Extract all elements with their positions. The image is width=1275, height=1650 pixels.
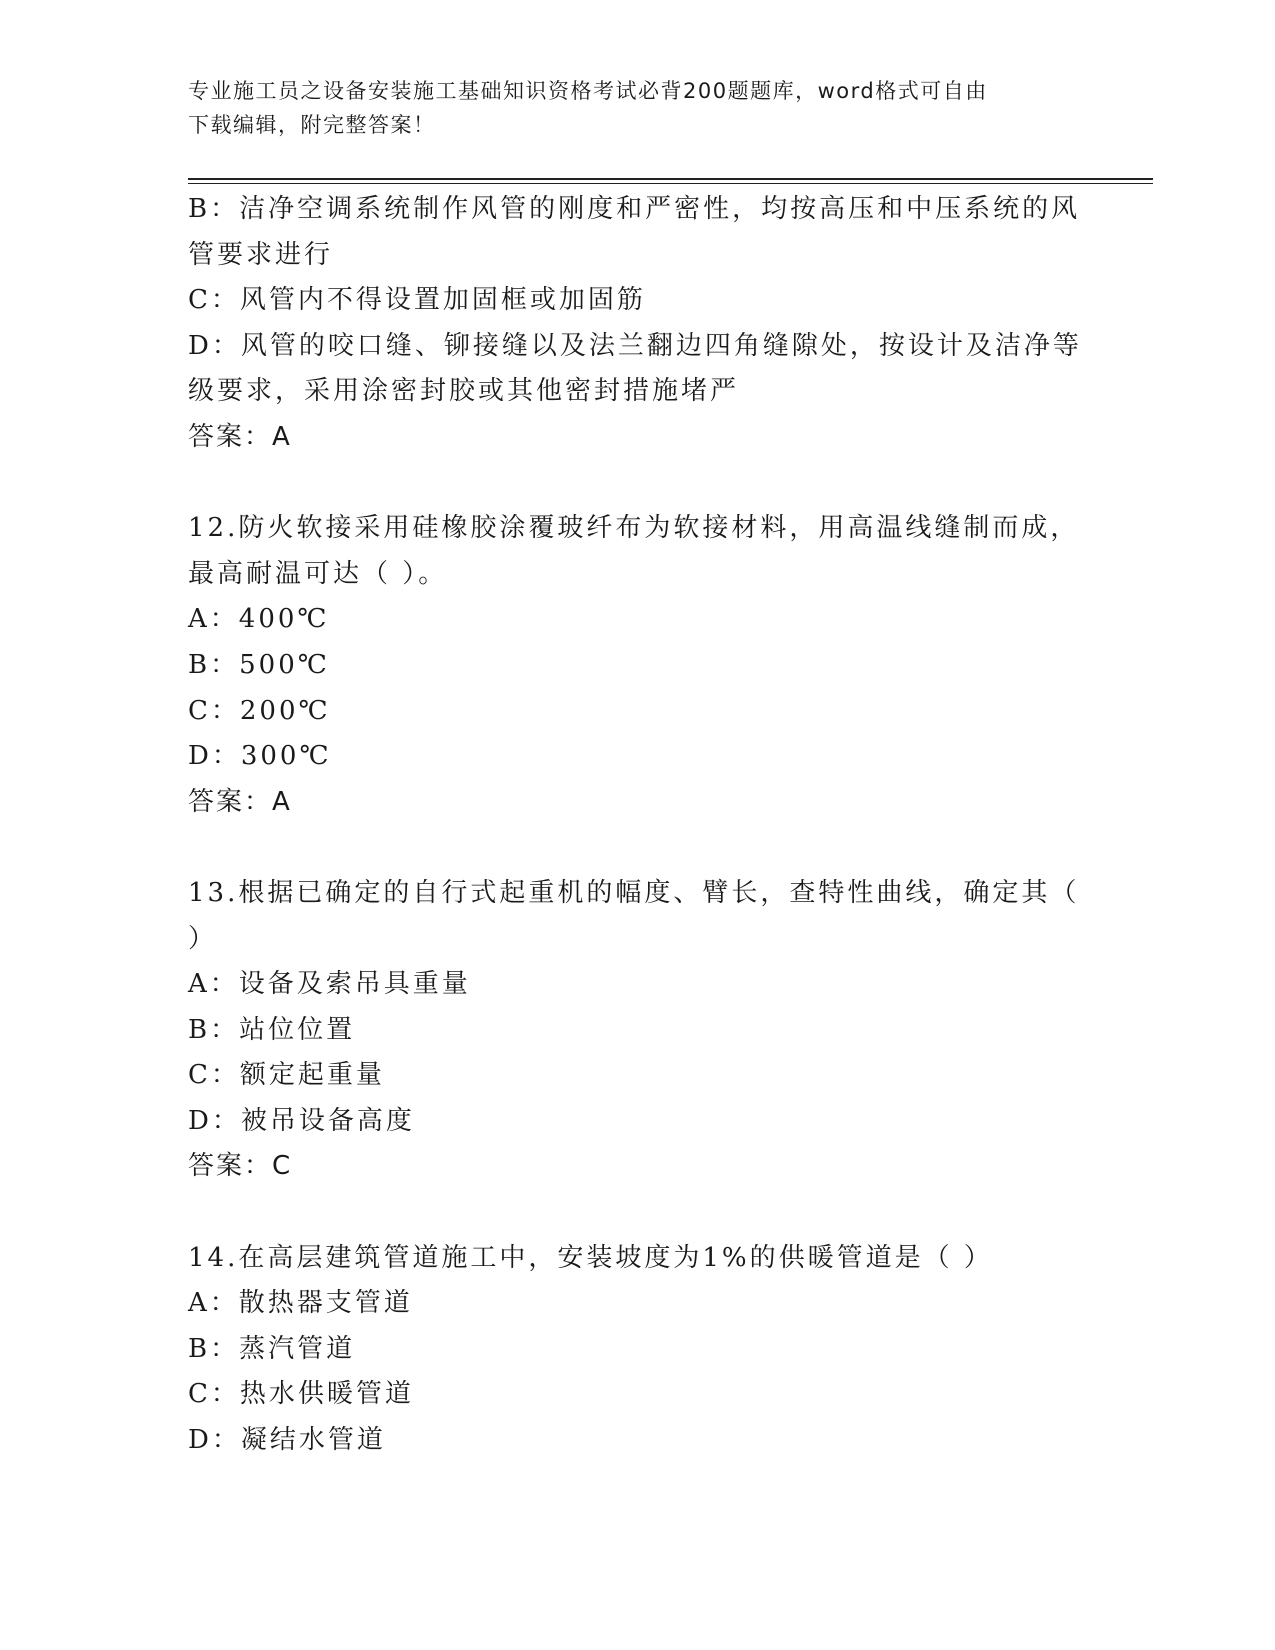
question-12 xyxy=(188,506,1088,825)
option-a: A：400℃ xyxy=(188,604,330,635)
option-a: A：设备及索吊具重量 xyxy=(188,969,471,1000)
option-a: A：散热器支管道 xyxy=(188,1288,413,1319)
question-stem-line-2: ） xyxy=(188,923,218,954)
header-title-line-1: 专业施工员之设备安装施工基础知识资格考试必背200题题库，word格式可自由 xyxy=(188,79,988,103)
answer: 答案：C xyxy=(188,1151,293,1182)
answer: 答案：A xyxy=(188,421,292,452)
question-list xyxy=(188,187,1088,1464)
option-b: B：蒸汽管道 xyxy=(188,1333,356,1364)
question-14 xyxy=(188,1236,1088,1464)
question-stem-line-1: 12.防火软接采用硅橡胶涂覆玻纤布为软接材料，用高温线缝制而成， xyxy=(188,513,1080,544)
option-d: D：凝结水管道 xyxy=(188,1425,386,1456)
question-fragment xyxy=(188,187,1088,461)
option-d-line-2: 级要求，采用涂密封胶或其他密封措施堵严 xyxy=(188,376,740,407)
option-b-line-2: 管要求进行 xyxy=(188,239,334,270)
option-c: C：热水供暖管道 xyxy=(188,1379,414,1410)
option-c: C：风管内不得设置加固框或加固筋 xyxy=(188,285,646,316)
option-d-line-1: D：风管的咬口缝、铆接缝以及法兰翻边四角缝隙处，按设计及洁净等 xyxy=(188,330,1082,361)
spacer xyxy=(188,1190,1088,1236)
header-divider-thin xyxy=(188,183,1153,184)
option-b: B：站位位置 xyxy=(188,1014,356,1045)
option-b: B：500℃ xyxy=(188,649,330,680)
header-divider-thick xyxy=(188,178,1153,180)
answer: 答案：A xyxy=(188,786,292,817)
question-13 xyxy=(188,871,1088,1190)
question-stem-line-1: 14.在高层建筑管道施工中，安装坡度为1%的供暖管道是（ ） xyxy=(188,1242,993,1273)
spacer xyxy=(188,825,1088,871)
spacer xyxy=(188,461,1088,507)
document-header xyxy=(188,74,1068,142)
option-d: D：300℃ xyxy=(188,741,332,772)
option-b-line-1: B：洁净空调系统制作风管的刚度和严密性，均按高压和中压系统的风 xyxy=(188,194,1081,224)
option-c: C：额定起重量 xyxy=(188,1060,385,1091)
option-d: D：被吊设备高度 xyxy=(188,1105,415,1136)
option-c: C：200℃ xyxy=(188,695,331,726)
question-stem-line-2: 最高耐温可达（ ）。 xyxy=(188,558,448,589)
question-stem-line-1: 13.根据已确定的自行式起重机的幅度、臂长，查特性曲线，确定其（ xyxy=(188,877,1080,908)
header-title-line-2: 下载编辑，附完整答案！ xyxy=(188,113,436,137)
